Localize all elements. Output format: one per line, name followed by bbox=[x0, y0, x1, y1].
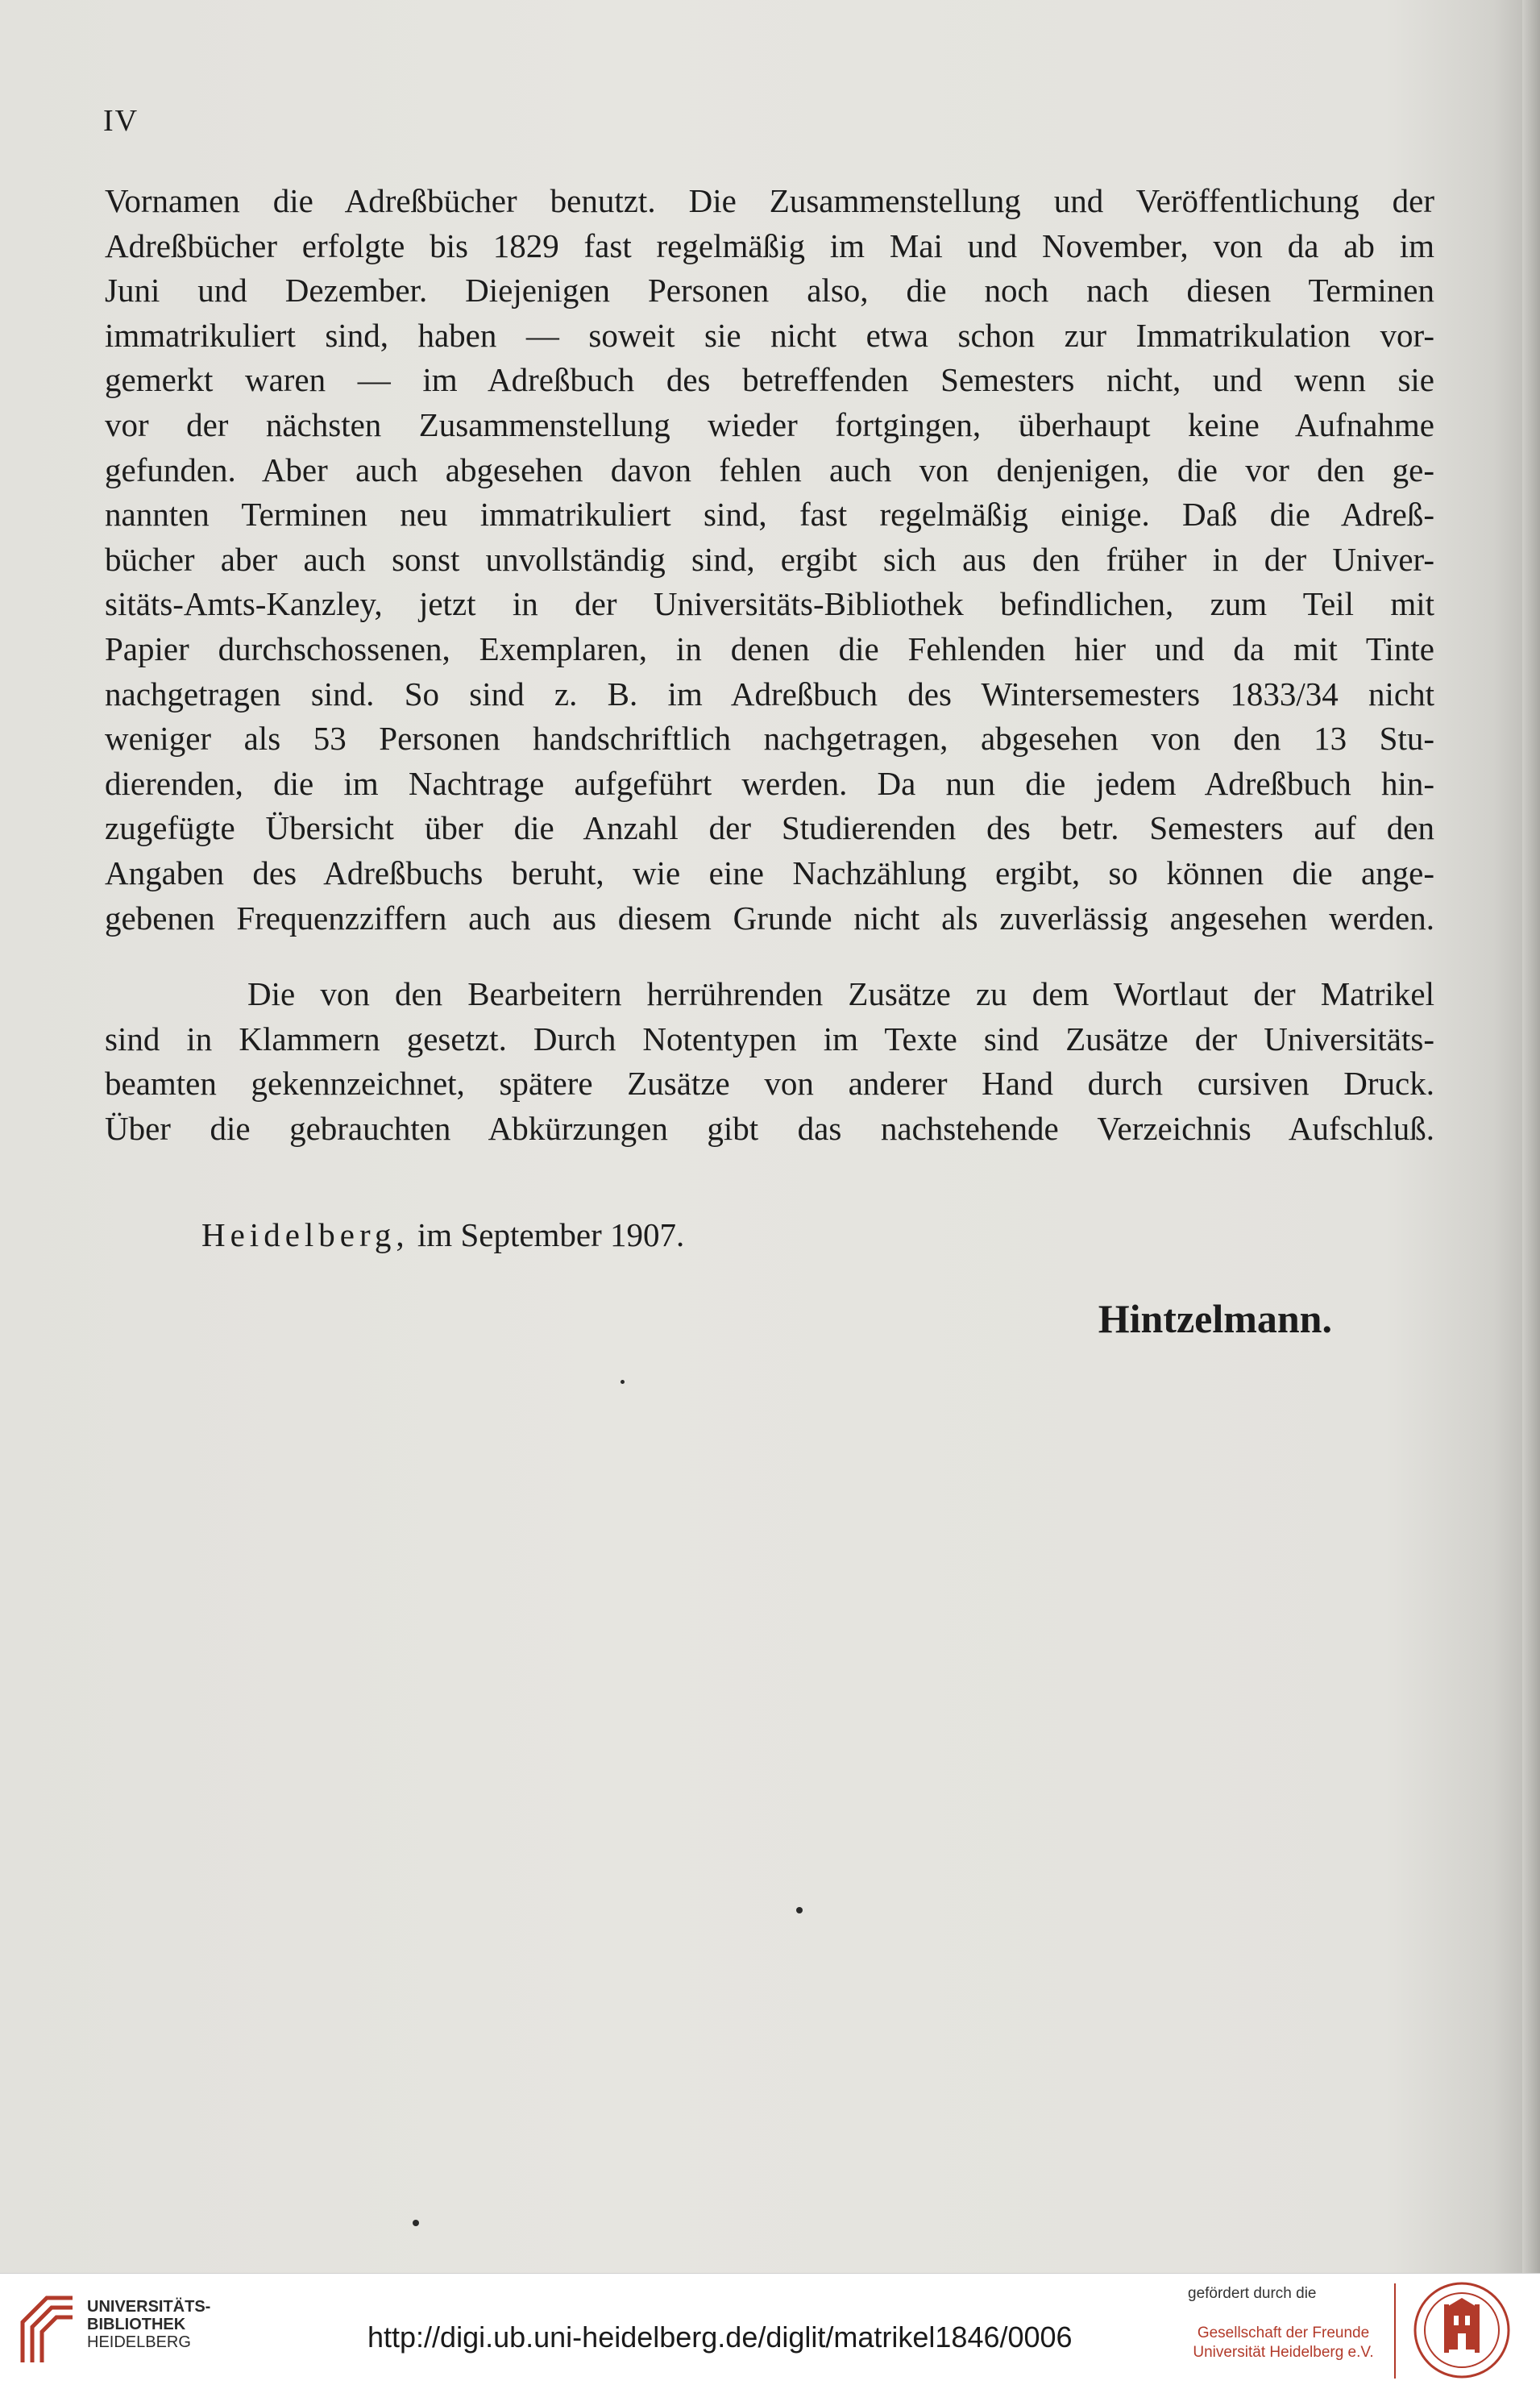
text-line: zugefügte Übersicht über die Anzahl der Studierenden des betr. Semesters auf den bbox=[105, 809, 1434, 847]
library-logo-icon bbox=[16, 2291, 77, 2364]
text-line: nannten Terminen neu immatrikuliert sind, fast regelmäßig einige. Daß die Adreß- bbox=[105, 496, 1434, 534]
signature: Hintzelmann. bbox=[1098, 1296, 1332, 1341]
sponsor-divider bbox=[1394, 2283, 1396, 2379]
paragraph-2 bbox=[105, 972, 1434, 1151]
text-line: weniger als 53 Personen handschriftlich nachgetragen, abgesehen von den 13 Stu- bbox=[105, 720, 1434, 758]
text-line: nachgetragen sind. So sind z. B. im Adreßbuch des Wintersemesters 1833/34 nicht bbox=[105, 675, 1434, 713]
paragraph-1 bbox=[105, 179, 1434, 941]
text-line: Papier durchschossenen, Exemplaren, in denen die Fehlenden hier und da mit Tinte bbox=[105, 629, 1434, 667]
text-line: sind in Klammern gesetzt. Durch Notentypen im Texte sind Zusätze der Universitäts- bbox=[105, 1020, 1434, 1057]
print-speck bbox=[621, 1380, 625, 1384]
place: Heidelberg, bbox=[201, 1216, 409, 1253]
sponsor-name: Gesellschaft der Freunde Universität Heidelberg e.V. bbox=[1193, 2325, 1374, 2361]
text-line: Adreßbücher erfolgte bis 1829 fast regelmäßig im Mai und November, von da ab im bbox=[105, 226, 1434, 264]
text-line: beamten gekennzeichnet, spätere Zusätze von anderer Hand durch cursiven Druck. bbox=[105, 1065, 1434, 1103]
library-name: UNIVERSITÄTS- BIBLIOTHEK HEIDELBERG bbox=[87, 2298, 211, 2351]
text-line: immatrikuliert sind, haben — soweit sie nicht etwa schon zur Immatrikulation vor- bbox=[105, 316, 1434, 354]
footer-bar bbox=[0, 2273, 1540, 2389]
text-line: gefunden. Aber auch abgesehen davon fehlen auch von denjenigen, die vor den ge- bbox=[105, 451, 1434, 488]
university-seal-icon bbox=[1412, 2280, 1512, 2380]
print-speck bbox=[413, 2220, 419, 2226]
text-line: bücher aber auch sonst unvollständig sind, ergibt sich aus den früher in der Univer- bbox=[105, 540, 1434, 578]
page-edge-shadow bbox=[1522, 0, 1540, 2273]
text-line: gemerkt waren — im Adreßbuch des betreffenden Semesters nicht, und wenn sie bbox=[105, 361, 1434, 399]
text-line: gebenen Frequenzziffern auch aus diesem Grunde nicht als zuverlässig angesehen werden. bbox=[105, 899, 1434, 937]
place-date-line bbox=[201, 1215, 684, 1254]
text-line: Die von den Bearbeitern herrührenden Zusätze zu dem Wortlaut der Matrikel bbox=[247, 975, 1434, 1012]
text-line: vor der nächsten Zusammenstellung wieder fortgingen, überhaupt keine Aufnahme bbox=[105, 405, 1434, 443]
source-url[interactable]: http://digi.ub.uni-heidelberg.de/diglit/matrikel1846/0006 bbox=[367, 2320, 1073, 2354]
text-line: Vornamen die Adreßbücher benutzt. Die Zusammenstellung und Veröffentlichung der bbox=[105, 182, 1434, 219]
text-line: Über die gebrauchten Abkürzungen gibt das nachstehende Verzeichnis Aufschluß. bbox=[105, 1109, 1434, 1147]
text-line: Juni und Dezember. Diejenigen Personen also, die noch nach diesen Terminen bbox=[105, 272, 1434, 310]
page-number: IV bbox=[103, 104, 139, 138]
print-speck bbox=[796, 1907, 803, 1913]
text-line: dierenden, die im Nachtrage aufgeführt werden. Da nun die jedem Adreßbuch hin- bbox=[105, 764, 1434, 802]
date: im September 1907. bbox=[417, 1216, 685, 1253]
sponsor-label: gefördert durch die bbox=[1188, 2285, 1317, 2302]
text-line: Angaben des Adreßbuchs beruht, wie eine Nachzählung ergibt, so können die ange- bbox=[105, 854, 1434, 891]
text-line: sitäts-Amts-Kanzley, jetzt in der Universitäts-Bibliothek befindlichen, zum Teil mit bbox=[105, 585, 1434, 623]
